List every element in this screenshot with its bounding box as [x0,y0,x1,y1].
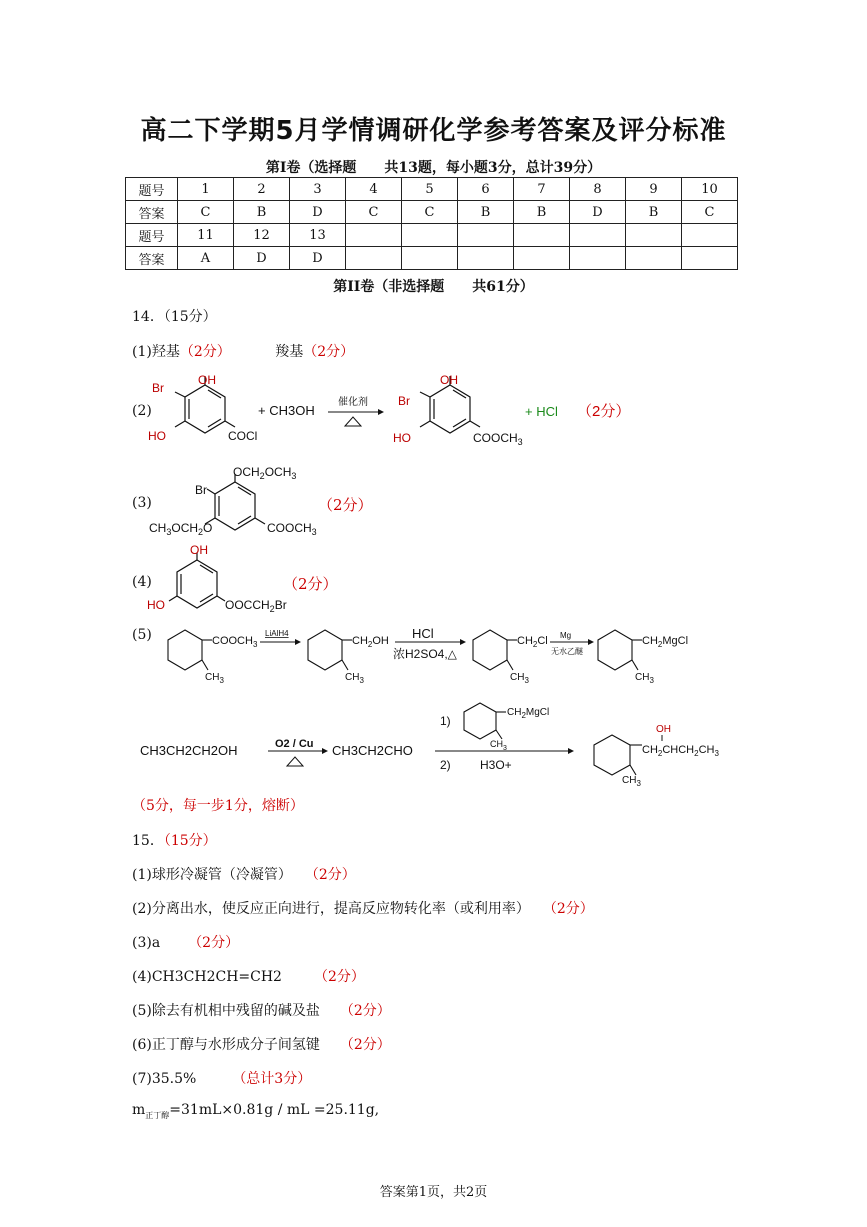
catalyst-label: 催化剂 [338,397,368,408]
q15-heading [132,830,217,850]
reagent-label: Mg [560,631,572,640]
mass-subscript: 正丁醇 [145,1110,170,1120]
hcl-label: + HCl [525,404,558,419]
ch3-label: $CH_3$ [345,672,364,685]
table-cell: 5 [402,178,458,201]
row-label-question: 题号 [126,224,178,247]
answer-text: (7)35.5% [132,1071,197,1087]
ho-label: HO [393,431,411,445]
mass-calculation [132,1102,379,1121]
ho-label: HO [148,429,166,443]
table-cell [682,247,738,270]
score: （2分） [313,969,365,985]
step-label: 1) [440,714,451,728]
oh-label: OH [190,543,208,557]
table-cell [346,224,402,247]
answer-table [125,177,738,270]
table-cell [458,224,514,247]
q15-item [132,864,356,884]
answer-text: 羧基 [275,344,304,360]
table-cell [458,247,514,270]
table-cell: 8 [570,178,626,201]
benzene-ring-structure [168,630,212,670]
ch3-label: $CH_3$ [635,672,654,685]
cooch3-label: $COOCH_3$ [267,521,317,537]
q14-part2-label: (2) [132,403,152,419]
oh-label: OH [656,724,671,735]
table-cell [570,247,626,270]
table-cell: B [458,201,514,224]
br-label: Br [398,394,410,408]
reactant-label: CH3CH2CH2OH [140,743,238,758]
table-cell: 7 [514,178,570,201]
q14-part4-label: (4) [132,574,152,590]
page-title: 高二下学期5月学情调研化学参考答案及评分标准 [140,116,727,146]
table-cell [626,247,682,270]
br-label: Br [195,483,207,497]
answer-text: (1)羟基 [132,344,180,360]
table-cell [346,247,402,270]
part1-heading: 第Ⅰ卷（选择题 共13题，每小题3分，总计39分） [265,160,602,176]
table-cell: A [178,247,234,270]
benzene-ring-structure [169,553,225,608]
table-cell [514,224,570,247]
arrow-head [568,748,574,754]
table-cell: B [626,201,682,224]
score: （2分） [339,1003,391,1019]
q14-part5-route1 [160,618,720,688]
table-cell: 11 [178,224,234,247]
score: （2分） [339,1037,391,1053]
row-label-question: 题号 [126,178,178,201]
q14-heading: 14．（15分） [132,309,217,325]
och2och3-label: $OCH_2OCH_3$ [233,465,297,481]
answer-text: (2)分离出水，使反应正向进行，提高反应物转化率（或利用率） [132,901,530,917]
q15-item [132,1034,391,1054]
arrow-head [588,639,594,645]
answer-text: (4)CH3CH2CH=CH2 [132,969,282,985]
arrow-head [378,409,384,415]
benzene-ring-structure [594,735,642,775]
reagent-label: + CH3OH [258,403,315,418]
q15-item [132,1000,391,1020]
table-cell: D [290,247,346,270]
q14-part2-reaction [140,370,660,455]
q14-part5-route2 [140,695,730,790]
ch3-label: $CH_3$ [490,739,507,752]
q14-part5-label: (5) [132,627,152,643]
arrow-head [460,639,466,645]
answer-text: (1)球形冷凝管（冷凝管） [132,867,292,883]
score: （总计3分） [232,1071,312,1087]
table-cell: C [346,201,402,224]
benzene-ring-structure [205,474,265,530]
q15-item [132,898,594,918]
score: （2分） [577,403,631,420]
arrow-head [322,748,328,754]
q14-part1 [132,341,354,361]
table-cell: 10 [682,178,738,201]
cooch3-label: $COOCH_3$ [212,635,258,649]
table-cell: B [234,201,290,224]
table-cell: 12 [234,224,290,247]
reagent-label: H3O+ [480,758,512,772]
answer-text: (5)除去有机相中残留的碱及盐 [132,1003,320,1019]
table-cell [402,224,458,247]
ch3-label: $CH_3$ [622,775,641,788]
score: （2分） [311,867,356,883]
page-footer: 答案第1页，共2页 [379,1185,488,1200]
benzene-ring-structure [308,630,352,670]
reagent-label: O2 / Cu [275,738,314,750]
benzene-ring-structure [598,630,642,670]
product-chain-label: $CH_2CHCH_2CH_3$ [642,744,719,758]
table-cell: D [290,201,346,224]
answer-text: (3)a [132,935,161,951]
score: （2分） [318,496,373,514]
table-cell: D [570,201,626,224]
oh-label: OH [198,373,216,387]
ch3och2o-label: $CH_3OCH_2O$ [149,521,213,537]
cocl-label: COCl [228,429,258,443]
table-cell: 2 [234,178,290,201]
arrow-head [295,639,301,645]
table-cell: 13 [290,224,346,247]
heat-triangle-icon [345,417,361,426]
q14-part4-structure [145,542,295,617]
reagent-label: 浓H2SO4,△ [393,647,457,661]
heat-triangle-icon [287,757,303,766]
answer-text: (6)正丁醇与水形成分子间氢键 [132,1037,320,1053]
table-cell: C [178,201,234,224]
table-cell [682,224,738,247]
question-number: 15． [132,833,164,849]
mass-expression: =31mL×0.81g / mL =25.11g, [169,1102,380,1118]
table-cell: 1 [178,178,234,201]
part2-heading: 第II卷（非选择题 共61分） [333,279,534,295]
table-row [126,178,738,201]
reagent-label: LiAlH4 [265,629,289,638]
table-cell: B [514,201,570,224]
mass-symbol: m [132,1102,146,1118]
ch2cl-label: $CH_2Cl$ [517,635,548,649]
row-label-answer: 答案 [126,201,178,224]
ch2oh-label: $CH_2OH$ [352,635,389,649]
score: （2分） [283,575,338,593]
table-cell [402,247,458,270]
row-label-answer: 答案 [126,247,178,270]
ester-label: $OOCCH_2Br$ [225,598,287,614]
table-cell: C [402,201,458,224]
ch2mgcl-label: $CH_2MgCl$ [642,635,689,649]
br-label: Br [152,381,164,395]
cooch3-label: $COOCH_3$ [473,431,523,447]
ho-label: HO [147,598,165,612]
benzene-ring-structure [464,703,506,739]
table-cell: 6 [458,178,514,201]
step-label: 2) [440,758,451,772]
intermediate-label: CH3CH2CHO [332,743,413,758]
q15-item [132,932,239,952]
oh-label: OH [440,373,458,387]
table-row [126,201,738,224]
score: （2分） [549,901,594,917]
table-row [126,224,738,247]
table-cell: D [234,247,290,270]
table-cell: 3 [290,178,346,201]
reagent-label: 无水乙醚 [551,647,583,656]
table-cell: C [682,201,738,224]
ch3-label: $CH_3$ [205,672,224,685]
score: （15分） [163,833,217,849]
ch2mgcl-label: $CH_2MgCl$ [507,707,550,720]
q15-item [132,966,365,986]
q14-part3-label: (3) [132,495,152,511]
score: （2分） [303,344,355,360]
score: （2分） [179,344,231,360]
ch3-label: $CH_3$ [510,672,529,685]
reagent-label: HCl [412,626,434,641]
benzene-ring-structure [473,630,517,670]
table-cell: 9 [626,178,682,201]
table-row [126,247,738,270]
q15-item [132,1068,311,1088]
table-cell [570,224,626,247]
score: （5分，每一步1分，熔断） [132,798,304,814]
table-cell [626,224,682,247]
table-cell: 4 [346,178,402,201]
table-cell [514,247,570,270]
score: （2分） [188,935,240,951]
